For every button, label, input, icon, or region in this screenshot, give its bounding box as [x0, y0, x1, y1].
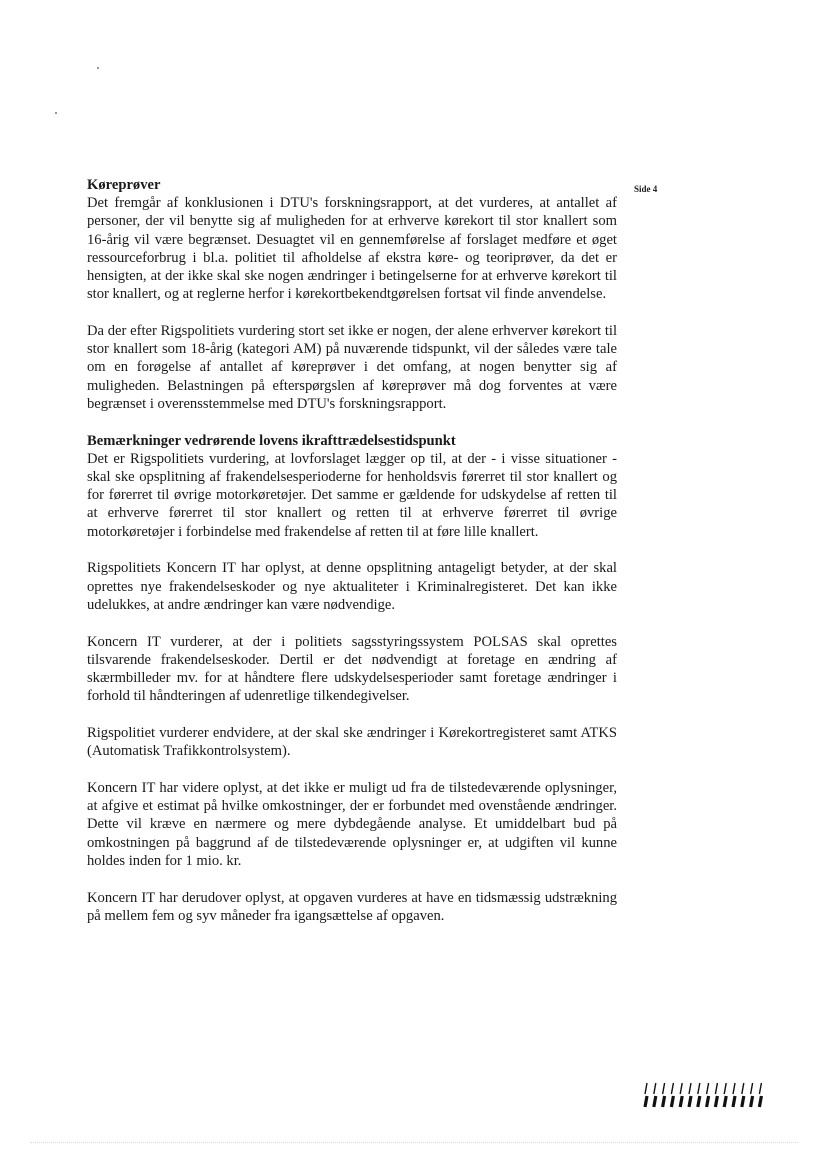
barcode-icon [643, 1082, 768, 1108]
scan-speck [97, 67, 99, 69]
paragraph: Koncern IT har videre oplyst, at det ikke er muligt ud fra de tilstedeværende oplysninger, at afgive et estimat på hvilke omkostninger, der er forbundet med ovenstående ændringer. Dette vil kræve en nærmere og mere dybdegående analyse. Et umiddelbart bud på omkostningen på baggrund af de tilstedeværende oplysninger er, at udgiften vil kunne holdes inden for 1 mio. kr. [87, 780, 617, 869]
paragraph: Koncern IT vurderer, at der i politiets sagsstyringssystem POLSAS skal oprettes tilsvarende frakendelseskoder. Dertil er det nødvendigt at foretage en ændring af skærmbilleder mv. for at håndtere flere udskydelsesperioder samt foretage ændringer i forhold til håndteringen af udenretlige tilkendegivelser. [87, 633, 617, 705]
paragraph: Koncern IT har derudover oplyst, at opgaven vurderes at have en tidsmæssig udstrækning på mellem fem og syv måneder fra igangsættelse af opgaven. [87, 889, 617, 924]
section-heading-ikrafttraedelse: Bemærkninger vedrørende lovens ikrafttrædelsestidspunkt [87, 432, 456, 449]
paragraph: Det fremgår af konklusionen i DTU's forskningsrapport, at det vurderes, at antallet af personer, der vil benytte sig af muligheden for at erhverve kørekort til stor knallert som 16-årig vil være begrænset. Desuagtet vil en gennemførelse af forslaget medføre et øget ressourceforbrug i bl.a. politiet til afholdelse af ekstra køre- og teoriprøver, da det er hensigten, at der ikke skal ske nogen ændringer i betingelserne for at erhverve kørekort til stor knallert, og at reglerne herfor i kørekortbekendtgørelsen fortsat vil finde anvendelse. [87, 195, 617, 303]
paragraph: Rigspolitiet vurderer endvidere, at der skal ske ændringer i Kørekortregisteret samt ATKS (Automatisk Trafikkontrolsystem). [87, 725, 617, 760]
paragraph: Det er Rigspolitiets vurdering, at lovforslaget lægger op til, at der - i visse situationer - skal ske opsplitning af frakendelsesperioderne for henholdsvis førerret til stor knallert og for førerret til øvrige motorkøretøjer. Det samme er gældende for udskydelse af retten til at erhverve førerret til stor knallert og retten til at erhverve førerret til øvrige motorkøretøjer i forbindelse med frakendelse af retten til at føre lille knallert. [87, 450, 617, 540]
section-heading-koreprover: Køreprøver [87, 177, 161, 193]
scan-edge-line [30, 1142, 798, 1143]
page-number: Side 4 [634, 184, 658, 194]
scan-speck [55, 112, 57, 114]
paragraph: Rigspolitiets Koncern IT har oplyst, at denne opsplitning antageligt betyder, at der skal oprettes nye frakendelseskoder og nye aktualiteter i Kriminalregisteret. Det kan ikke udelukkes, at andre ændringer kan være nødvendige. [87, 560, 617, 613]
paragraph: Da der efter Rigspolitiets vurdering stort set ikke er nogen, der alene erhverver kørekort til stor knallert som 18-årig (kategori AM) på nuværende tidspunkt, vil der således være tale om en forøgelse af antallet af køreprøver i det omfang, at nogen benytter sig af muligheden. Belastningen på efterspørgslen af køreprøver må dog forventes at være begrænset i overensstemmelse med DTU's forskningsrapport. [87, 323, 617, 412]
document-body [87, 176, 617, 944]
